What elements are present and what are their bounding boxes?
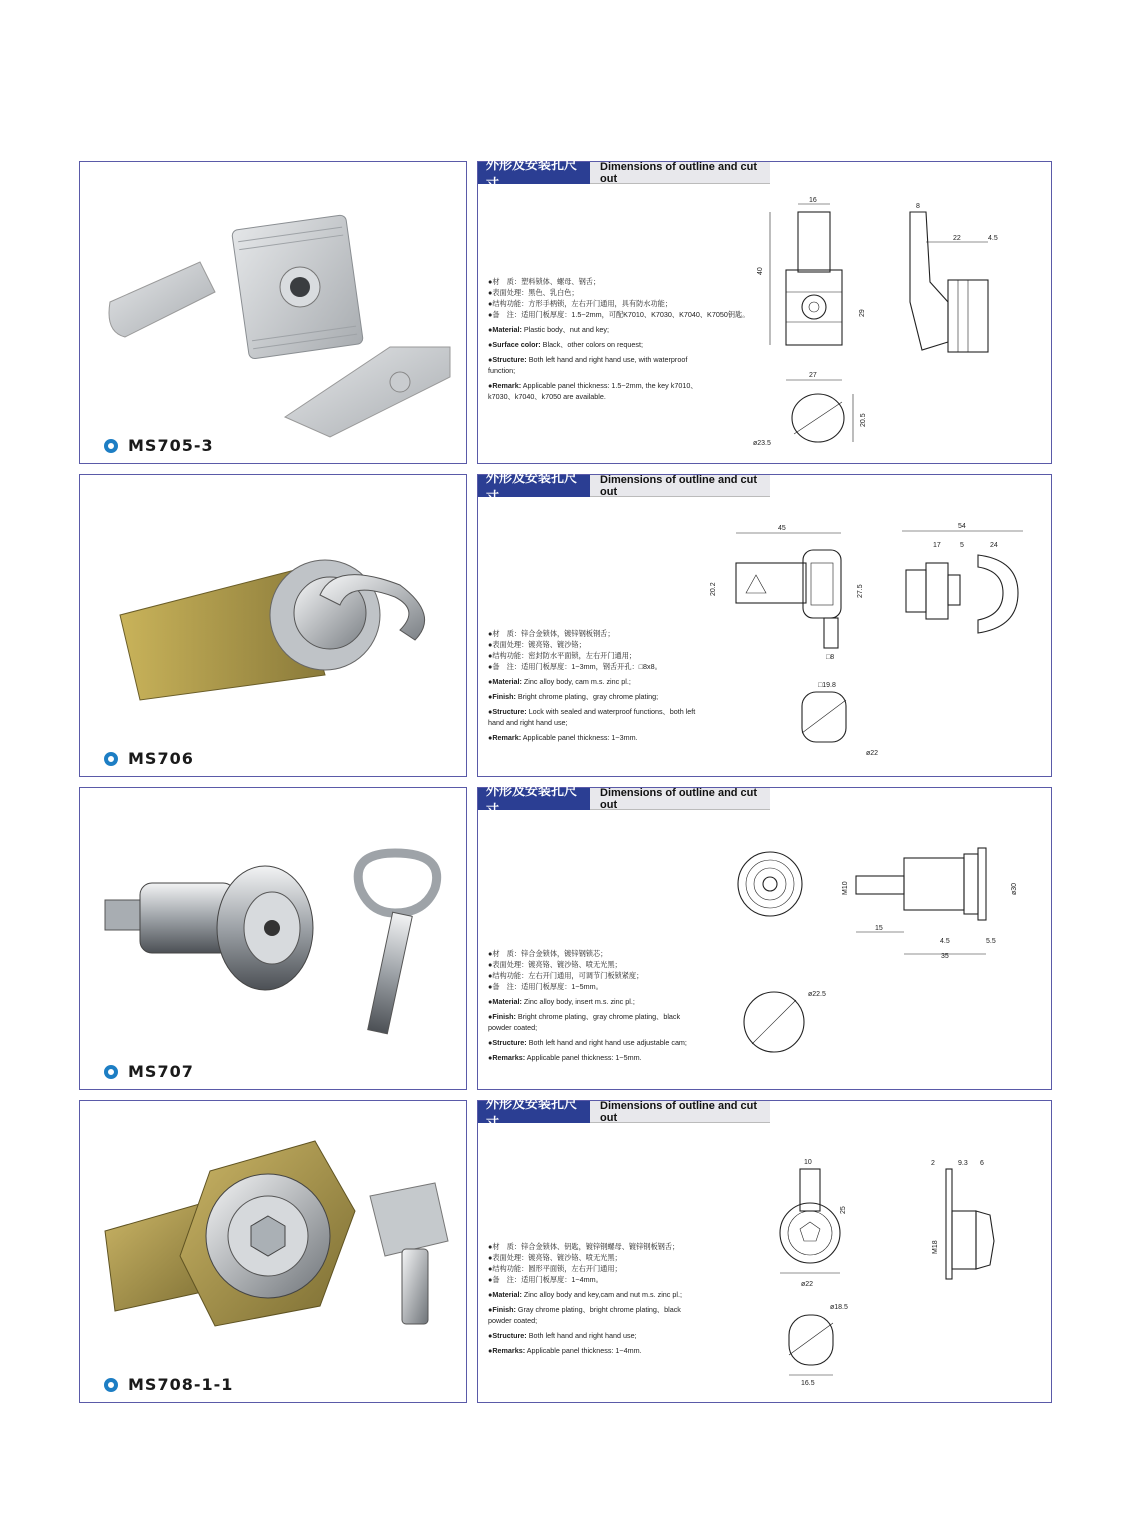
dim-label: 24 — [990, 542, 998, 549]
dimension-drawing — [478, 1101, 1051, 1402]
model-name: MS707 — [128, 1062, 194, 1081]
dimension-drawing — [478, 788, 1051, 1089]
dim-label: 22 — [953, 235, 961, 242]
spec-cn: ●材 质：塑料锁体、螺母、钢舌； — [488, 277, 601, 286]
spec-en: ●Structure: Lock with sealed and waterproof functions、both left hand and right hand use; — [488, 707, 696, 727]
product-photo — [80, 1101, 466, 1402]
dim-label: 45 — [778, 525, 786, 532]
dim-label: 25 — [840, 1206, 847, 1214]
product-photo-panel — [79, 161, 467, 464]
spec-cn: ●表面处理：黑色、乳白色； — [488, 288, 579, 297]
dimension-drawing — [478, 475, 1051, 776]
dimensions-panel — [477, 1096, 1052, 1403]
dim-label: 54 — [958, 523, 966, 530]
dim-label: 16 — [809, 197, 817, 204]
dimensions-panel — [477, 157, 1052, 464]
dim-label: 20.5 — [860, 413, 867, 427]
spec-en: ●Remark: Applicable panel thickness: 1~3mm. — [488, 733, 638, 742]
dim-label: 40 — [757, 267, 764, 275]
spec-cn: ●结构功能：圆形平面锁，左右开门通用； — [488, 1264, 622, 1273]
product-photo — [80, 475, 466, 776]
header-title-cn: 外形及安装孔尺寸 — [478, 788, 590, 810]
spec-cn: ●结构功能：密封防水平面锁，左右开门通用； — [488, 651, 637, 660]
dim-label: ø23.5 — [753, 440, 771, 447]
dim-label: 4.5 — [988, 235, 998, 242]
header-title-en: Dimensions of outline and cut out — [590, 788, 770, 810]
spec-cn: ●结构功能：方形手柄锁，左右开门通用，具有防水功能； — [488, 299, 673, 308]
spec-cn: ●备 注：适用门板厚度：1~4mm。 — [488, 1275, 603, 1284]
product-row-2 — [79, 470, 1052, 777]
dim-label: M18 — [932, 1240, 939, 1254]
spec-cn: ●表面处理：镀亮铬、镀沙铬； — [488, 640, 586, 649]
dim-label: ø22 — [866, 750, 879, 757]
product-row-3 — [79, 783, 1052, 1090]
dim-label: ø30 — [1011, 882, 1018, 895]
header-title-en: Dimensions of outline and cut out — [590, 1101, 770, 1123]
product-photo — [80, 162, 466, 463]
dim-label: ø18.5 — [830, 1304, 848, 1311]
model-label — [104, 436, 214, 455]
spec-cn: ●备 注：适用门板厚度：1.5~2mm，可配K7010、K7030、K7040、K7050钥匙。 — [488, 310, 750, 319]
dim-label: 9.3 — [958, 1160, 968, 1167]
circle-marker-icon — [104, 1378, 118, 1392]
dim-label: 35 — [941, 953, 949, 960]
circle-marker-icon — [104, 1065, 118, 1079]
dim-label: 16.5 — [801, 1380, 815, 1387]
product-row-1 — [79, 157, 1052, 464]
dim-label: 27 — [809, 372, 817, 379]
dim-label: ø22 — [801, 1281, 814, 1288]
spec-en: ●Remarks: Applicable panel thickness: 1~4mm. — [488, 1346, 642, 1355]
dim-label: 2 — [931, 1160, 935, 1167]
dimensions-panel — [477, 470, 1052, 777]
dim-label: 6 — [980, 1160, 984, 1167]
spec-en: ●Finish: Bright chrome plating、gray chrome plating、black powder coated; — [488, 1012, 681, 1032]
header-title-cn: 外形及安装孔尺寸 — [478, 475, 590, 497]
spec-cn: ●材 质：锌合金锁体，镀锌钢板钢舌； — [488, 629, 615, 638]
dim-label: 15 — [875, 925, 883, 932]
spec-en: ●Material: Zinc alloy body and key,cam and nut m.s. zinc pl.; — [488, 1290, 682, 1299]
circle-marker-icon — [104, 752, 118, 766]
dim-label: 29 — [859, 309, 866, 317]
spec-en: ●Material: Plastic body、nut and key; — [488, 325, 610, 334]
spec-cn: ●表面处理：镀亮铬、镀沙铬、喷无光黑； — [488, 1253, 622, 1262]
header-title-en: Dimensions of outline and cut out — [590, 162, 770, 184]
spec-en: ●Finish: Bright chrome plating、gray chrome plating; — [488, 692, 659, 701]
dim-label: 4.5 — [940, 938, 950, 945]
dim-label: 27.5 — [857, 584, 864, 598]
spec-en: ●Structure: Both left hand and right hand use adjustable cam; — [488, 1038, 687, 1047]
spec-cn: ●备 注：适用门板厚度：1~5mm。 — [488, 982, 603, 991]
header-title-cn: 外形及安装孔尺寸 — [478, 1101, 590, 1123]
spec-cn: ●材 质：锌合金锁体、钥匙，镀锌钢螺母、镀锌钢板钢舌； — [488, 1242, 680, 1251]
dim-label: 5.5 — [986, 938, 996, 945]
dimensions-panel — [477, 783, 1052, 1090]
product-photo — [80, 788, 466, 1089]
model-label — [104, 1062, 194, 1081]
spec-cn: ●材 质：锌合金锁体，镀锌钢锁芯； — [488, 949, 608, 958]
dimension-drawing — [478, 162, 1051, 463]
product-photo-panel — [79, 474, 467, 777]
dim-label: 17 — [933, 542, 941, 549]
model-name: MS706 — [128, 749, 194, 768]
spec-en: ●Remark: Applicable panel thickness: 1.5~2mm, the key k7010、k7030、k7040、k7050 are available. — [488, 381, 698, 401]
dim-label: □19.8 — [818, 682, 836, 689]
spec-en: ●Surface color: Black、other colors on request; — [488, 340, 643, 349]
model-label — [104, 749, 194, 768]
dim-label: M10 — [842, 881, 849, 895]
spec-cn: ●表面处理：镀亮铬、镀沙铬、喷无光黑； — [488, 960, 622, 969]
spec-en: ●Remarks: Applicable panel thickness: 1~5mm. — [488, 1053, 642, 1062]
model-name: MS705-3 — [128, 436, 214, 455]
spec-cn: ●备 注：适用门板厚度：1~3mm，钢舌开孔：□8x8。 — [488, 662, 662, 671]
circle-marker-icon — [104, 439, 118, 453]
spec-en: ●Finish: Gray chrome plating、bright chrome plating、black powder coated; — [488, 1305, 681, 1325]
spec-en: ●Material: Zinc alloy body, insert m.s. zinc pl.; — [488, 997, 635, 1006]
spec-en: ●Material: Zinc alloy body, cam m.s. zinc pl.; — [488, 677, 631, 686]
product-photo-panel — [79, 787, 467, 1090]
header-title-cn: 外形及安装孔尺寸 — [478, 162, 590, 184]
model-label — [104, 1375, 233, 1394]
product-row-4 — [79, 1096, 1052, 1403]
dim-label: 5 — [960, 542, 964, 549]
dim-label: 20.2 — [710, 582, 717, 596]
dim-label: 10 — [804, 1159, 812, 1166]
dim-label: □8 — [826, 654, 835, 661]
header-title-en: Dimensions of outline and cut out — [590, 475, 770, 497]
product-photo-panel — [79, 1100, 467, 1403]
dim-label: 8 — [916, 203, 920, 210]
dim-label: ø22.5 — [808, 991, 826, 998]
model-name: MS708-1-1 — [128, 1375, 234, 1394]
spec-en: ●Structure: Both left hand and right hand use, with waterproof function; — [488, 355, 688, 375]
spec-cn: ●结构功能：左右开门通用，可调节门板锁紧度； — [488, 971, 644, 980]
spec-en: ●Structure: Both left hand and right hand use; — [488, 1331, 637, 1340]
